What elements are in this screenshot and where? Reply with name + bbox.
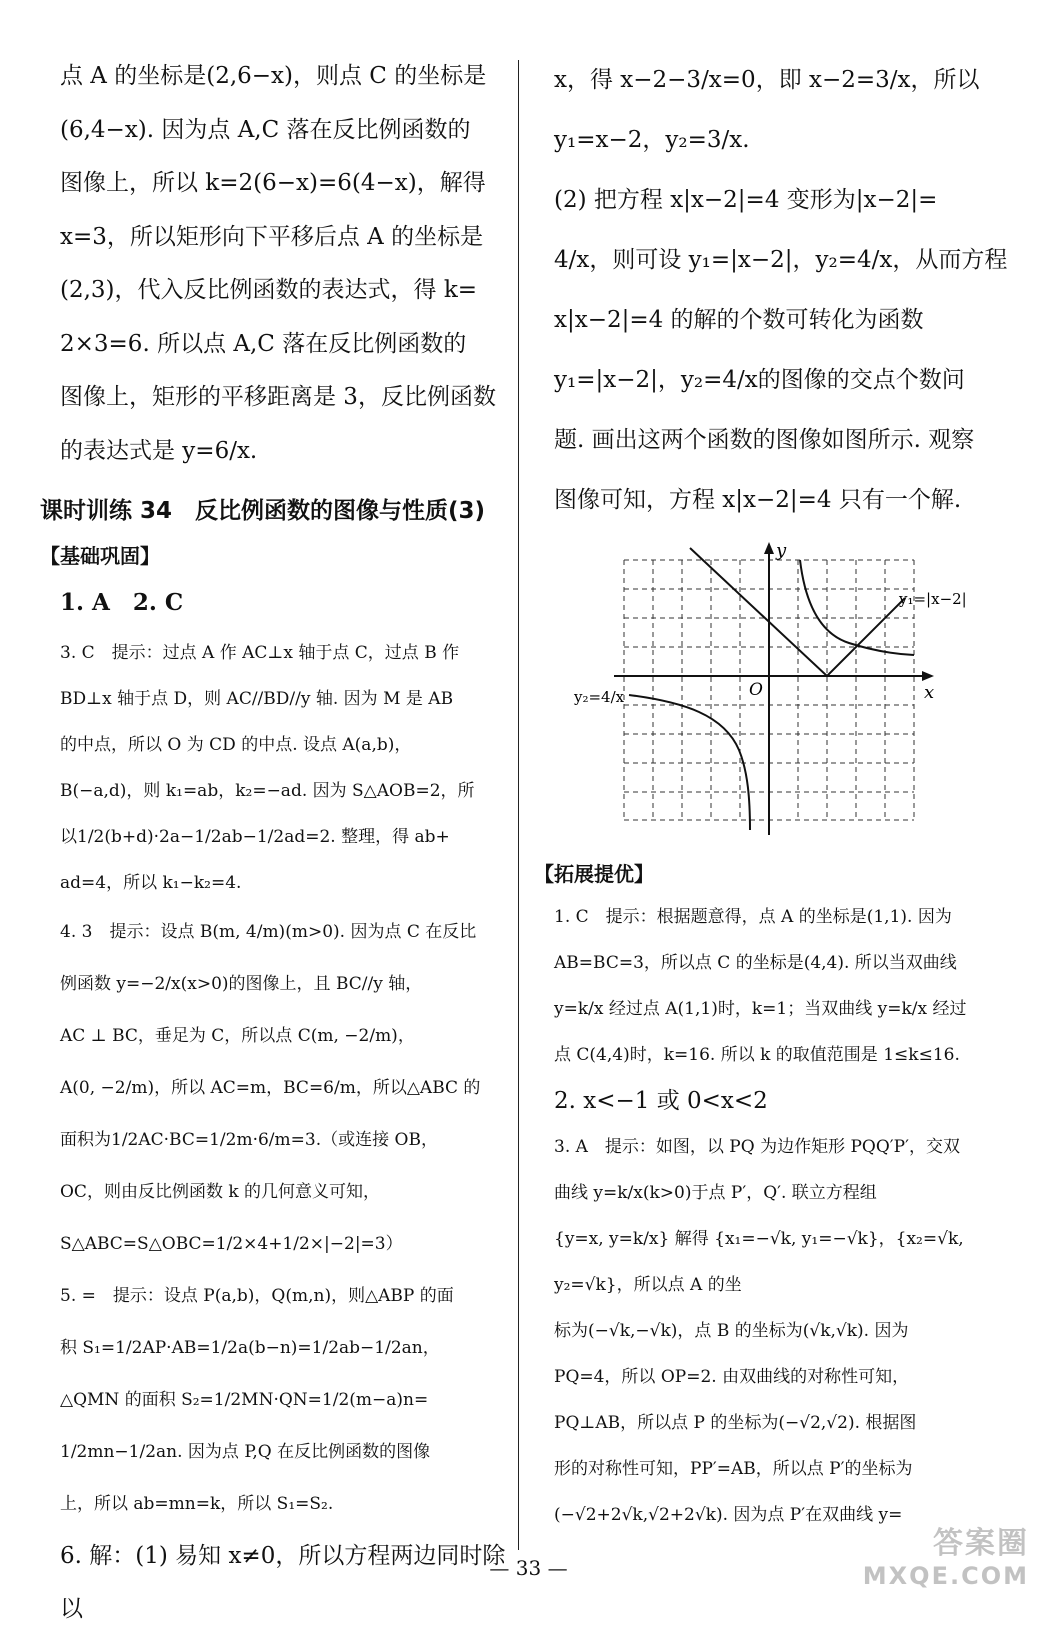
function-graph: [574, 540, 967, 840]
text-line: y₁=x−2，y₂=3/x.: [554, 127, 750, 153]
watermark-logo: [863, 1518, 1029, 1590]
text-line: ad=4，所以 k₁−k₂=4.: [60, 872, 242, 893]
question-6: 6. 解：(1) 易知 x≠0，所以方程两边同时除以: [60, 1542, 506, 1622]
text-line: y₁=|x−2|，y₂=4/x的图像的交点个数问: [554, 367, 965, 393]
text-line: 积 S₁=1/2AP·AB=1/2a(b−n)=1/2ab−1/2an，: [60, 1337, 440, 1358]
hyperbola-label: y₂=4/x: [574, 688, 625, 706]
text-line: 1/2mn−1/2an. 因为点 P,Q 在反比例函数的图像: [60, 1441, 431, 1462]
abs-function-curve: [690, 548, 905, 676]
text-line: 标为(−√k,−√k)，点 B 的坐标为(√k,√k). 因为: [554, 1321, 909, 1341]
text-line: 上，所以 ab=mn=k，所以 S₁=S₂.: [60, 1493, 334, 1514]
axes: [614, 542, 934, 835]
watermark-url: MXQE.COM: [862, 1562, 1029, 1590]
text-line: 的表达式是 y=6/x.: [60, 437, 258, 464]
column-divider: [518, 60, 519, 1550]
text-line: {y=x, y=k/x} 解得 {x₁=−√k, y₁=−√k}，{x₂=√k, y₂=√k}，所以点 A 的坐: [554, 1229, 964, 1295]
text-line: 面积为1/2AC·BC=1/2m·6/m=3.（或连接 OB，: [60, 1129, 438, 1150]
text-line: PQ=4，所以 OP=2. 由双曲线的对称性可知，: [554, 1367, 910, 1387]
text-line: 3. C 提示：过点 A 作 AC⊥x 轴于点 C，过点 B 作: [60, 642, 460, 663]
watermark-text: 答案圈: [933, 1526, 1029, 1561]
text-line: 的中点，所以 O 为 CD 的中点. 设点 A(a,b)，: [60, 734, 412, 755]
page-number: — 33 —: [489, 1556, 568, 1580]
text-line: 4/x，则可设 y₁=|x−2|，y₂=4/x，从而方程: [554, 247, 1008, 273]
text-line: S△ABC=S△OBC=1/2×4+1/2×|−2|=3）: [60, 1233, 403, 1254]
text-line: (2,3)，代入反比例函数的表达式，得 k=: [60, 277, 478, 303]
text-line: AB=BC=3，所以点 C 的坐标是(4,4). 所以当双曲线: [554, 953, 957, 973]
text-line: (−√2+2√k,√2+2√k). 因为点 P′在双曲线 y=: [554, 1505, 903, 1525]
basic-label: 【基础巩固】: [40, 544, 160, 568]
text-line: 例函数 y=−2/x(x>0)的图像上，且 BC//y 轴，: [60, 973, 423, 994]
text-line: (2) 把方程 x|x−2|=4 变形为|x−2|=: [554, 187, 938, 213]
text-line: 4. 3 提示：设点 B(m, 4/m)(m>0). 因为点 C 在反比: [60, 921, 477, 942]
ext-question-2: 2. x<−1 或 0<x<2: [554, 1088, 768, 1114]
right-column: [534, 50, 1034, 1538]
ext-question-1: [534, 894, 1034, 1078]
text-line: 图像可知，方程 x|x−2|=4 只有一个解.: [554, 487, 962, 513]
text-line: 5. = 提示：设点 P(a,b)，Q(m,n)，则△ABP 的面: [60, 1285, 454, 1306]
section-title: 课时训练 34 反比例函数的图像与性质(3): [40, 498, 486, 524]
text-line: △QMN 的面积 S₂=1/2MN·QN=1/2(m−a)n=: [60, 1389, 429, 1410]
y-axis-label: y: [776, 540, 787, 561]
text-line: 点 A 的坐标是(2,6−x)，则点 C 的坐标是: [60, 63, 487, 89]
question-3: [40, 630, 508, 906]
text-line: AC ⊥ BC，垂足为 C，所以点 C(m, −2/m)，: [60, 1025, 415, 1046]
intro-block: [40, 50, 508, 478]
text-line: B(−a,d)，则 k₁=ab，k₂=−ad. 因为 S△AOB=2，所: [60, 780, 475, 801]
text-line: BD⊥x 轴于点 D，则 AC//BD//y 轴. 因为 M 是 AB: [60, 688, 454, 709]
text-line: y=k/x 经过点 A(1,1)时，k=1；当双曲线 y=k/x 经过: [554, 999, 967, 1019]
text-line: 形的对称性可知，PP′=AB，所以点 P′的坐标为: [554, 1459, 913, 1479]
origin-label: O: [749, 680, 763, 700]
text-line: x=3，所以矩形向下平移后点 A 的坐标是: [60, 223, 484, 250]
answers-1-2: 1. A 2. C: [60, 589, 184, 616]
text-line: OC，则由反比例函数 k 的几何意义可知，: [60, 1181, 381, 1202]
text-line: PQ⊥AB，所以点 P 的坐标为(−√2,√2). 根据图: [554, 1413, 917, 1433]
text-line: 以1/2(b+d)·2a−1/2ab−1/2ad=2. 整理，得 ab+: [60, 826, 450, 847]
question-4: [40, 906, 508, 1270]
text-line: x，得 x−2−3/x=0，即 x−2=3/x，所以: [554, 67, 980, 93]
question-5: [40, 1270, 508, 1530]
text-line: x|x−2|=4 的解的个数可转化为函数: [554, 307, 924, 333]
q6-continued: [534, 50, 1034, 530]
abs-function-label: y₁=|x−2|: [899, 590, 967, 608]
text-line: 点 C(4,4)时，k=16. 所以 k 的取值范围是 1≤k≤16.: [554, 1045, 960, 1065]
x-axis-label: x: [924, 682, 935, 703]
text-line: 曲线 y=k/x(k>0)于点 P′，Q′. 联立方程组: [554, 1183, 877, 1203]
text-line: (6,4−x). 因为点 A,C 落在反比例函数的: [60, 116, 471, 143]
text-line: 1. C 提示：根据题意得，点 A 的坐标是(1,1). 因为: [554, 907, 952, 927]
text-line: 题. 画出这两个函数的图像如图所示. 观察: [554, 427, 975, 453]
text-line: 图像上，矩形的平移距离是 3，反比例函数: [60, 384, 496, 410]
left-column: [40, 50, 508, 1637]
extension-label: 【拓展提优】: [534, 862, 654, 886]
ext-question-3: [534, 1124, 1034, 1538]
text-line: 2×3=6. 所以点 A,C 落在反比例函数的: [60, 330, 467, 357]
text-line: 3. A 提示：如图，以 PQ 为边作矩形 PQQ′P′，交双: [554, 1137, 960, 1157]
text-line: 图像上，所以 k=2(6−x)=6(4−x)，解得: [60, 170, 486, 196]
text-line: A(0, −2/m)，所以 AC=m，BC=6/m，所以△ABC 的: [60, 1077, 481, 1098]
